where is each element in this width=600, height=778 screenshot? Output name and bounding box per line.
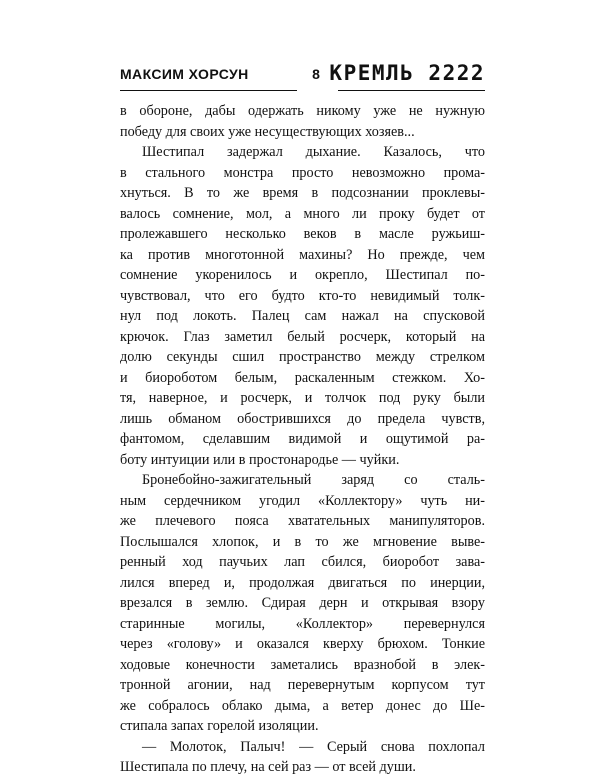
text-line: хнуться. В то же время в подсознании проклевы-	[120, 185, 485, 201]
text-line: старинные могилы, «Коллектор» перевернулся	[120, 615, 485, 632]
text-line: боту интуиции или в простонародье — чуйки.	[120, 451, 400, 468]
text-line: крючок. Глаз заметил белый росчерк, который на	[120, 328, 485, 345]
header-rule-right	[338, 90, 485, 91]
header-rule-left	[120, 90, 297, 91]
text-line: тронной агонии, над перевернутым корпусом тут	[120, 677, 485, 693]
text-line: врезался в землю. Сдирая дерн и открывая взору	[120, 595, 485, 611]
text-line: победу для своих уже несуществующих хозяев...	[120, 123, 415, 140]
text-line: пролежавшего несколько веков в масле ружьиш-	[120, 226, 485, 242]
text-line: долю секунды сшил пространство между стрелком	[120, 349, 485, 365]
text-line: нул под локоть. Палец сам нажал на спусковой	[120, 308, 485, 324]
text-line: стипала запах горелой изоляции.	[120, 718, 319, 734]
header-book-title: КРЕМЛЬ 2222	[329, 61, 485, 85]
text-line: лишь обманом обострившихся до предела чувств,	[120, 410, 485, 427]
text-line: ка против многотонной махины? Но прежде, чем	[120, 246, 485, 263]
text-line: Шестипала по плечу, на сей раз — от всей души.	[120, 759, 416, 775]
text-line: лился вперед и, продолжая двигаться по инерции,	[120, 574, 485, 591]
body-text	[120, 101, 485, 778]
text-line: ходовые конечности заметались вразнобой в элек-	[120, 656, 485, 673]
text-line: через «голову» и оказался кверху брюхом. Тонкие	[120, 636, 485, 652]
text-line: Послышался хлопок, и в то же мгновение выве-	[120, 533, 485, 550]
text-line: Шестипал задержал дыхание. Казалось, что	[142, 144, 485, 160]
page-number: 8	[312, 66, 320, 82]
text-line: в обороне, дабы одержать никому уже не нужную	[120, 103, 485, 119]
text-line: ным сердечником угодил «Коллектору» чуть ни-	[120, 492, 485, 509]
text-line: валось сомнение, мол, а много ли проку будет от	[120, 205, 485, 222]
text-line: сомнение укоренилось и окрепло, Шестипал по-	[120, 267, 485, 283]
text-line: и биороботом белым, раскаленным стежком. Хо-	[120, 369, 485, 386]
text-line: в стального монстра просто невозможно прома-	[120, 164, 485, 181]
text-line: тя, наверное, и росчерк, и толчок под руку были	[120, 390, 485, 406]
text-line: фантомом, сделавшим видимой и ощутимой ра-	[120, 431, 485, 447]
running-header	[120, 61, 485, 88]
text-line: ренный ход паучьих лап сбился, биоробот зава-	[120, 554, 485, 570]
text-line: — Молоток, Палыч! — Серый снова похлопал	[142, 738, 485, 755]
text-line: чувствовал, что его будто кто-то невидимый толк-	[120, 287, 485, 304]
header-author: МАКСИМ ХОРСУН	[120, 66, 249, 82]
text-line: же собралось облако дыма, а ветер донес до Ше-	[120, 697, 485, 714]
text-line: Бронебойно-зажигательный заряд со сталь-	[142, 472, 485, 488]
text-line: же плечевого пояса хватательных манипуляторов.	[120, 513, 485, 529]
